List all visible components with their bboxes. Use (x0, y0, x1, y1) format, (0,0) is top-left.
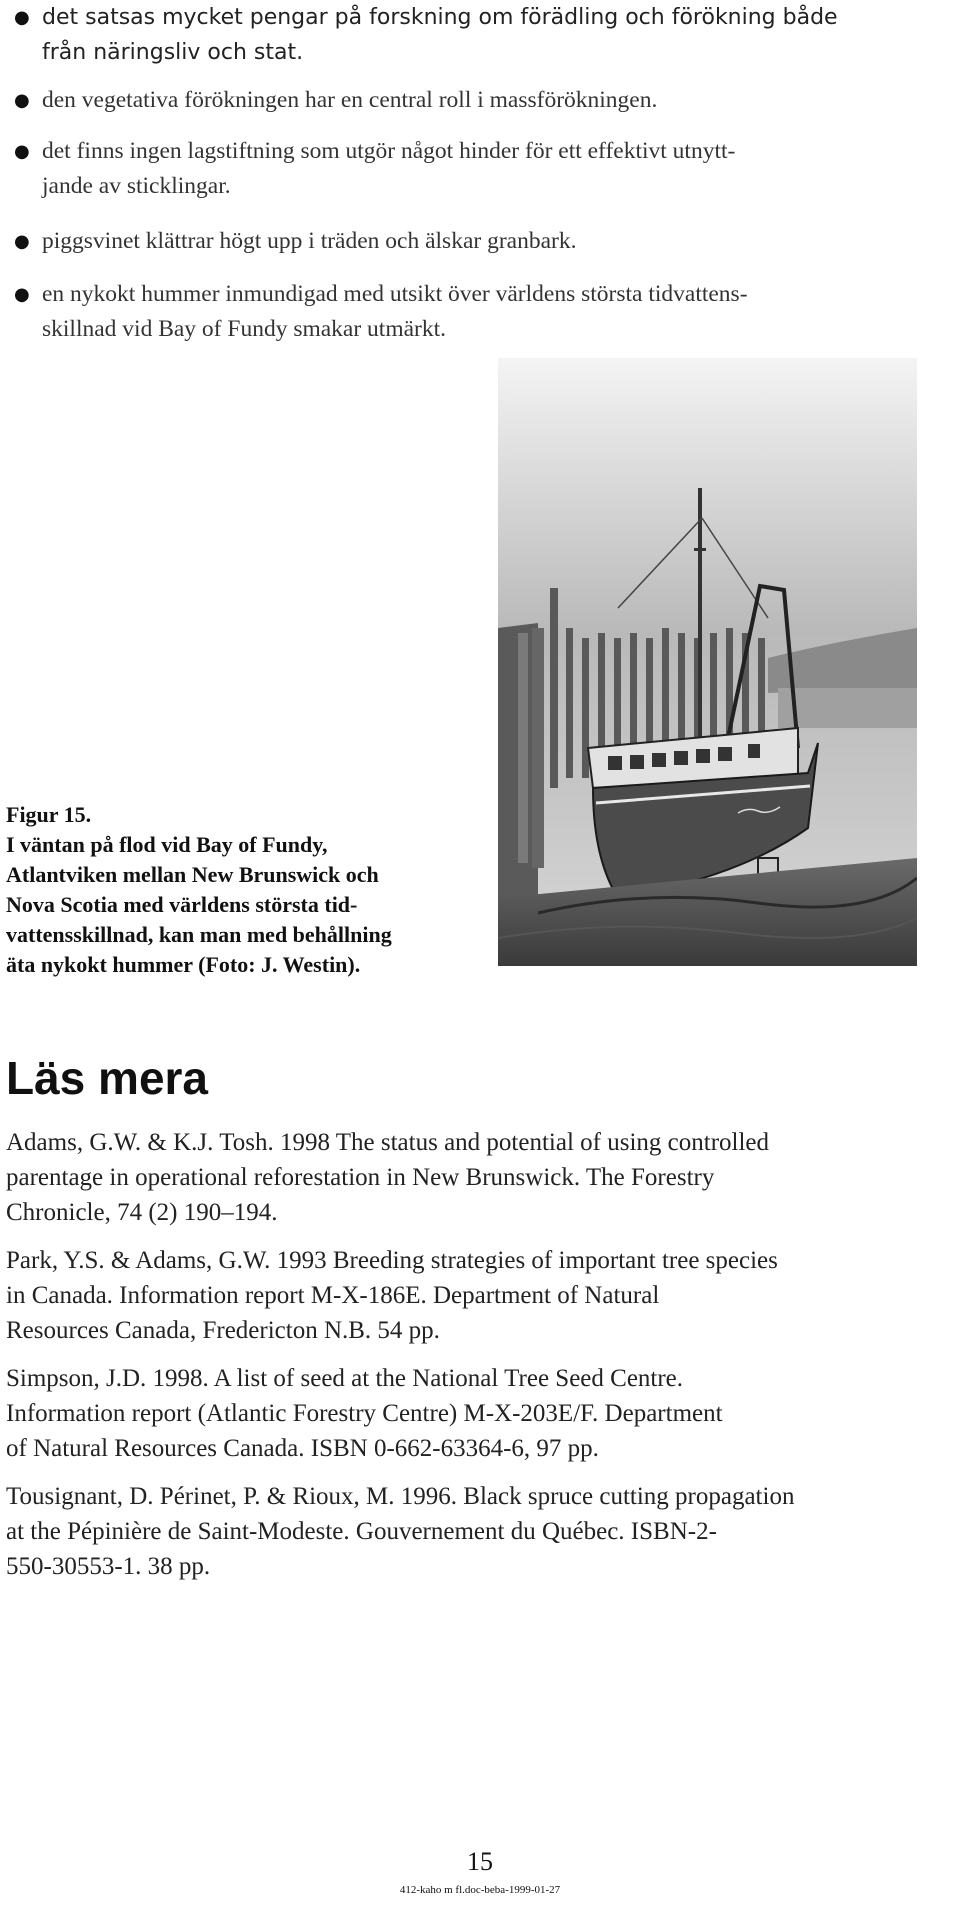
caption-line: vattensskillnad, kan man med behållning (6, 922, 392, 947)
caption-line: Nova Scotia med världens största tid- (6, 892, 358, 917)
caption-line: I väntan på flod vid Bay of Fundy, (6, 832, 328, 857)
reference-item (6, 1361, 956, 1466)
caption-line: äta nykokt hummer (Foto: J. Westin). (6, 952, 361, 977)
reference-line: Adams, G.W. & K.J. Tosh. 1998 The status and potential of using controlled (6, 1129, 770, 1156)
bullet-dot-icon: ● (14, 284, 30, 305)
bullet-line: från näringsliv och stat. (42, 40, 304, 65)
reference-line: Information report (Atlantic Forestry Centre) M-X-203E/F. Department (6, 1400, 723, 1427)
reference-line: 550-30553-1. 38 pp. (6, 1553, 211, 1580)
reference-line: of Natural Resources Canada. ISBN 0-662-63364-6, 97 pp. (6, 1435, 599, 1462)
section-heading: Läs mera (6, 1052, 209, 1104)
reference-line: parentage in operational reforestation in New Brunswick. The Forestry (6, 1164, 715, 1191)
bullet-dot-icon: ● (14, 7, 30, 28)
reference-item (6, 1243, 956, 1348)
bullet-dot-icon: ● (14, 141, 30, 162)
reference-line: in Canada. Information report M-X-186E. Department of Natural (6, 1282, 660, 1309)
reference-line: Simpson, J.D. 1998. A list of seed at the National Tree Seed Centre. (6, 1365, 684, 1392)
figure-label: Figur 15. (6, 802, 92, 827)
reference-line: Chronicle, 74 (2) 190–194. (6, 1199, 278, 1226)
page-number: 15 (467, 1847, 493, 1876)
bullet-dot-icon: ● (14, 90, 30, 111)
reference-line: at the Pépinière de Saint-Modeste. Gouvernement du Québec. ISBN-2- (6, 1518, 717, 1545)
reference-line: Tousignant, D. Périnet, P. & Rioux, M. 1996. Black spruce cutting propagation (6, 1483, 795, 1510)
reference-line: Park, Y.S. & Adams, G.W. 1993 Breeding strategies of important tree species (6, 1247, 778, 1274)
bullet-line: det finns ingen lagstiftning som utgör något hinder för ett effektivt utnytt- (42, 138, 736, 164)
bullet-dot-icon: ● (14, 231, 30, 252)
caption-line: Atlantviken mellan New Brunswick och (6, 862, 379, 887)
figure-caption (6, 800, 466, 980)
bullet-line: jande av sticklingar. (42, 173, 231, 199)
reference-item (6, 1125, 956, 1230)
bullet-line: det satsas mycket pengar på forskning om förädling och förökning både (42, 5, 838, 30)
bullet-line: en nykokt hummer inmundigad med utsikt över världens största tidvattens- (42, 281, 748, 307)
boat-at-low-tide-photo (498, 358, 917, 966)
reference-item (6, 1479, 956, 1584)
figure-photo (498, 358, 917, 966)
bullet-line: skillnad vid Bay of Fundy smakar utmärkt. (42, 316, 447, 342)
bullet-line: piggsvinet klättrar högt upp i träden och älskar granbark. (42, 228, 577, 254)
footer-filename: 412-kaho m fl.doc-beba-1999-01-27 (399, 1884, 561, 1896)
reference-line: Resources Canada, Fredericton N.B. 54 pp. (6, 1317, 440, 1344)
bullet-line: den vegetativa förökningen har en central roll i massförökningen. (42, 87, 658, 113)
